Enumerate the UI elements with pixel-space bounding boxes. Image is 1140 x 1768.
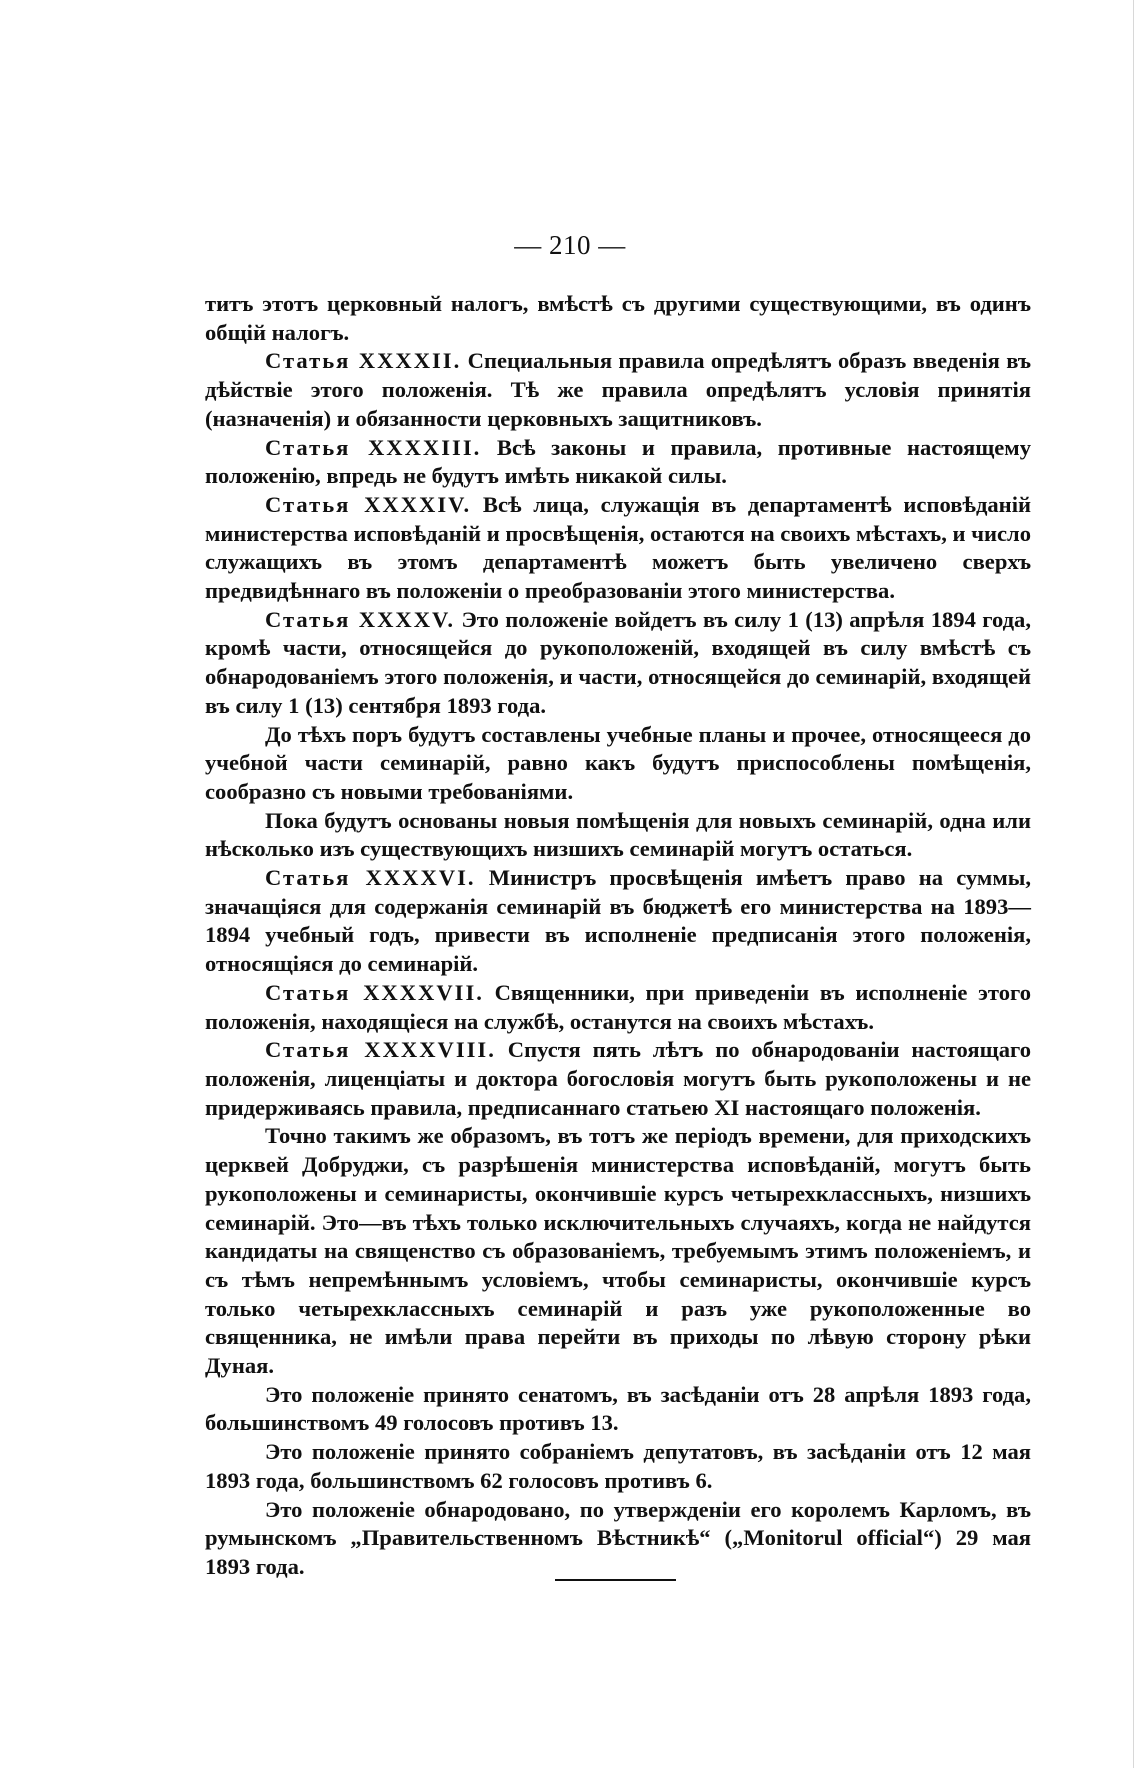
article-42	[205, 347, 1031, 433]
paragraph	[205, 1438, 1031, 1495]
paragraph-text: Всѣ законы и правила, противные настоящему положенію, впредь не будутъ имѣть никакой силы.	[205, 434, 1031, 489]
paragraph-text: Это положеніе принято собраніемъ депутатовъ, въ засѣданіи отъ 12 мая 1893 года, большинствомъ 62 голосовъ противъ 6.	[205, 1439, 1031, 1493]
paragraph-text: титъ этотъ церковный налогъ, вмѣстѣ съ другими существующими, въ одинъ общій налогъ.	[205, 291, 1031, 345]
article-label: Статья XXXXII.	[265, 348, 462, 374]
paragraph-text: До тѣхъ поръ будутъ составлены учебные планы и прочее, относящееся до учебной части семинарій, равно какъ будутъ приспособлены помѣщенія, сообразно съ новыми требованіями.	[205, 721, 1031, 804]
paragraph-text: Это положеніе войдетъ въ силу 1 (13) апрѣля 1894 года, кромѣ части, относящейся до рукоположеній, входящей въ силу вмѣстѣ съ обнародованіемъ этого положенія, и части, относящейся до семинарій, входящей въ силу 1 (13) сентября 1893 года.	[205, 606, 1031, 718]
paragraph	[205, 1496, 1031, 1582]
article-47	[205, 979, 1031, 1036]
article-label: Статья XXXXVIII.	[265, 1037, 496, 1063]
article-45	[205, 606, 1031, 721]
end-rule-divider	[555, 1579, 676, 1581]
body-text	[205, 290, 1031, 1582]
paragraph-text: Точно такимъ же образомъ, въ тотъ же періодъ времени, для приходскихъ церквей Добруджи, съ разрѣшенія министерства исповѣданій, могутъ быть рукоположены и семинаристы, окончившіе курсъ четырехклассныхъ, низшихъ семинарій. Это—въ тѣхъ только исключительныхъ случаяхъ, когда не найдутся кандидаты на священство съ образованіемъ, требуемымъ этимъ положеніемъ, и съ тѣмъ непремѣннымъ условіемъ, чтобы семинаристы, окончившіе курсъ только четырехклассныхъ семинарій и разъ уже рукоположенные во священника, не имѣли права перейти въ приходы по лѣвую сторону рѣки Дуная.	[205, 1123, 1031, 1379]
paragraph-text: Священники, при приведеніи въ исполненіе этого положенія, находящіеся на службѣ, останутся на своихъ мѣстахъ.	[205, 979, 1031, 1034]
paragraph-continuation	[205, 290, 1031, 347]
paragraph-text: Министръ просвѣщенія имѣетъ право на суммы, значащіяся для содержанія семинарій въ бюджетѣ его министерства на 1893—1894 учебный годъ, привести въ исполненіе предписанія этого положенія, относящіяся до семинарій.	[205, 865, 1031, 977]
paragraph-text: Спустя пять лѣтъ по обнародованіи настоящаго положенія, лиценціаты и доктора богословія могутъ быть рукоположены и не придерживаясь правила, предписаннаго статьею XI настоящаго положенія.	[205, 1037, 1031, 1120]
article-46	[205, 864, 1031, 979]
article-label: Статья XXXXVI.	[265, 865, 476, 891]
article-label: Статья XXXXIII.	[265, 434, 482, 460]
paragraph-text: Это положеніе принято сенатомъ, въ засѣданіи отъ 28 апрѣля 1893 года, большинствомъ 49 голосовъ противъ 13.	[205, 1381, 1031, 1436]
article-43	[205, 434, 1031, 491]
paragraph	[205, 721, 1031, 807]
paragraph	[205, 1381, 1031, 1438]
paragraph-text: Специальныя правила опредѣлятъ образъ введенія въ дѣйствіе этого положенія. Тѣ же правила опредѣлятъ условія принятія (назначенія) и обязанности церковныхъ защитниковъ.	[205, 348, 1032, 431]
paragraph-text: Пока будутъ основаны новыя помѣщенія для новыхъ семинарій, одна или нѣсколько изъ существующихъ низшихъ семинарій могутъ остаться.	[205, 807, 1031, 862]
article-44	[205, 491, 1031, 606]
article-label: Статья XXXXIV.	[265, 491, 472, 517]
article-48	[205, 1036, 1031, 1122]
page-number: — 210 —	[514, 230, 626, 260]
article-label: Статья XXXXV.	[265, 606, 456, 632]
paragraph-text: Это положеніе обнародовано, по утвержденіи его королемъ Карломъ, въ румынскомъ „Правительственномъ Вѣстникѣ“ („Monitorul official“) 29 мая 1893 года.	[205, 1496, 1031, 1579]
paragraph-text: Всѣ лица, служащія въ департаментѣ исповѣданій министерства исповѣданій и просвѣщенія, остаются на своихъ мѣстахъ, и число служащихъ въ этомъ департаментѣ можетъ быть увеличено сверхъ предвидѣннаго въ положеніи о преобразованіи этого министерства.	[205, 491, 1031, 604]
paragraph	[205, 807, 1031, 864]
article-label: Статья XXXXVII.	[265, 979, 484, 1005]
paragraph	[205, 1122, 1031, 1380]
page-edge-line	[1133, 0, 1134, 1768]
